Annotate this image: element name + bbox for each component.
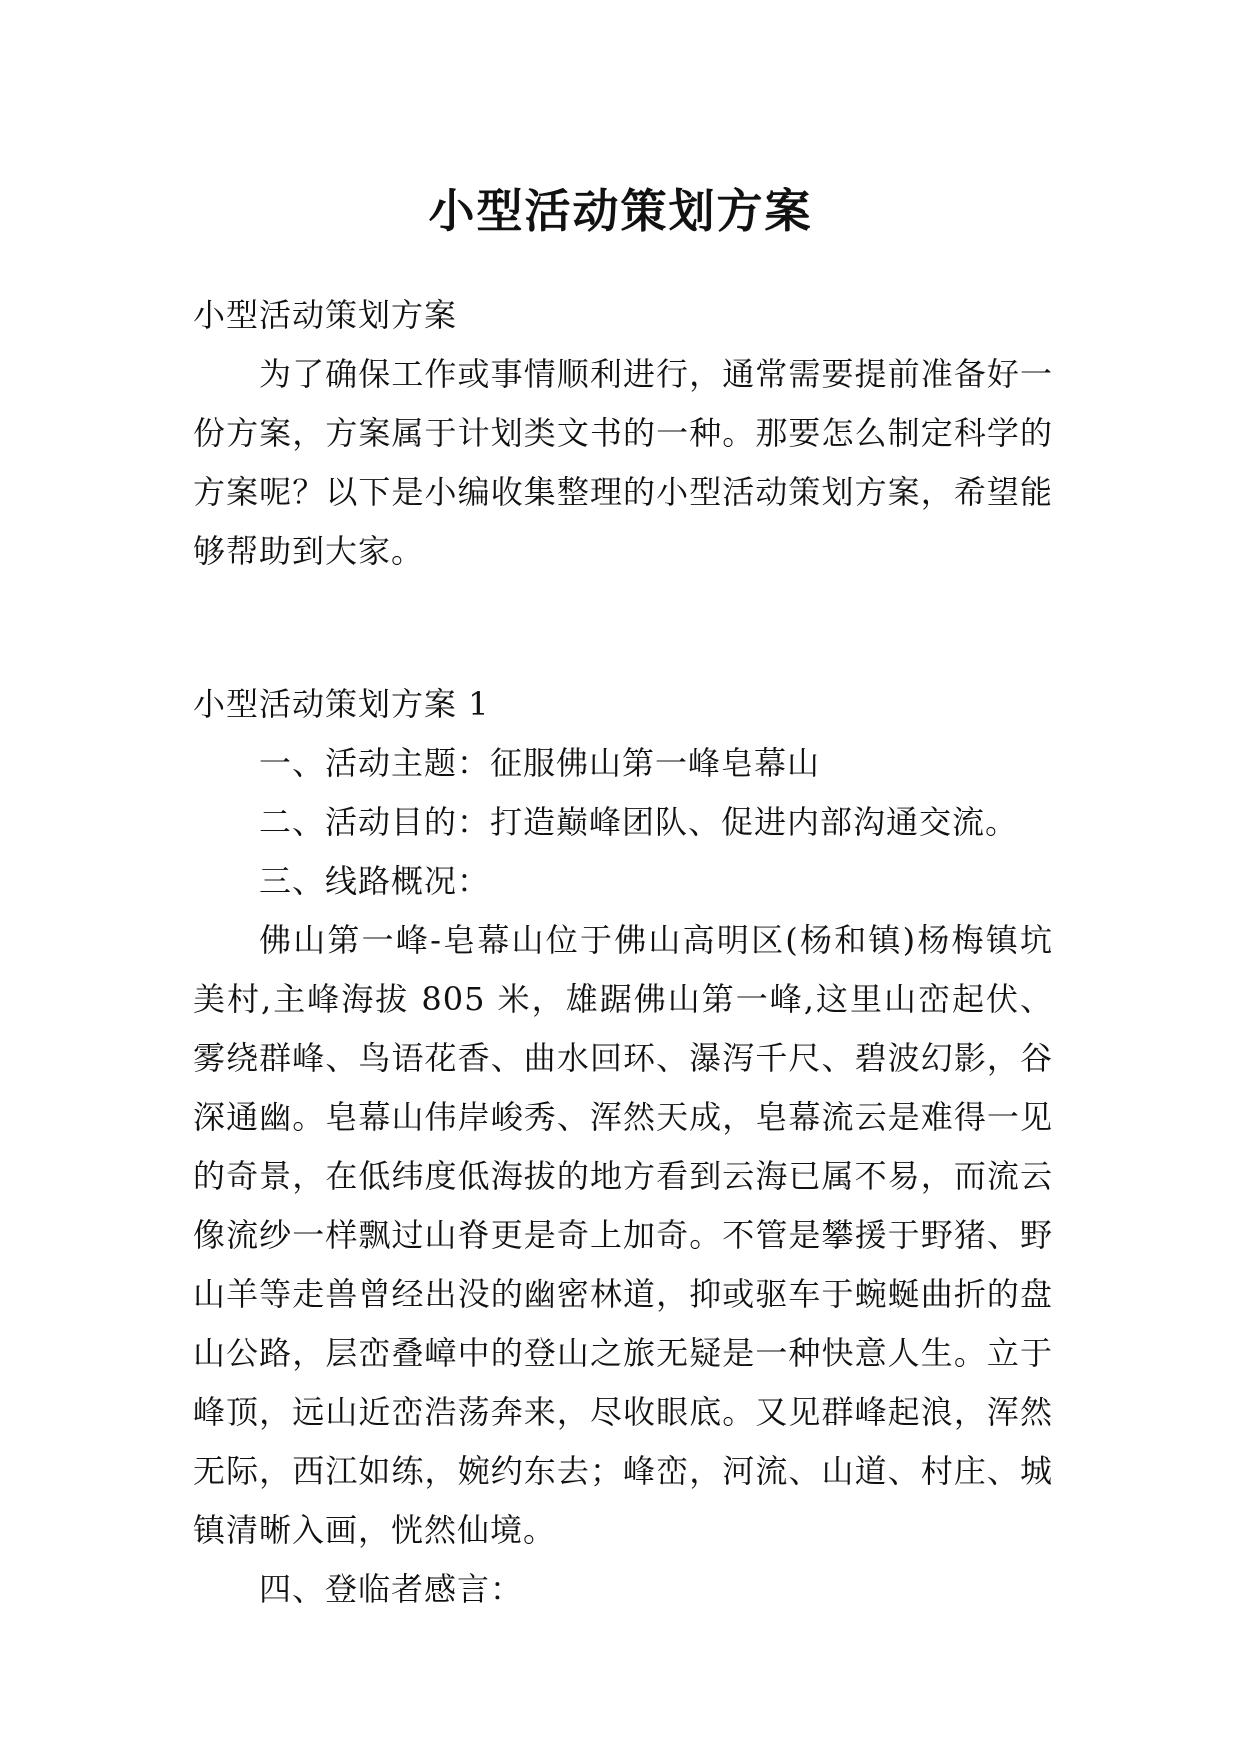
section-heading: 小型活动策划方案 1	[193, 685, 490, 723]
item-feelings: 四、登临者感言：	[259, 1570, 524, 1608]
document-title: 小型活动策划方案	[428, 183, 813, 238]
intro-paragraph: 为了确保工作或事情顺利进行，通常需要提前准备好一份方案，方案属于计划类文书的一种。那要怎么制定科学的方案呢？以下是小编收集整理的小型活动策划方案，希望能够帮助到大家。	[193, 355, 1053, 570]
route-description: 佛山第一峰-皂幕山位于佛山高明区(杨和镇)杨梅镇坑美村,主峰海拔 805 米，雄踞佛山第一峰,这里山峦起伏、雾绕群峰、鸟语花香、曲水回环、瀑泻千尺、碧波幻影，谷深通幽。皂幕山伟岸峻秀、浑然天成，皂幕流云是难得一见的奇景，在低纬度低海拔的地方看到云海已属不易，而流云像流纱一样飘过山脊更是奇上加奇。不管是攀援于野猪、野山羊等走兽曾经出没的幽密林道，抑或驱车于蜿蜒曲折的盘山公路，层峦叠嶂中的登山之旅无疑是一种快意人生。立于峰顶，远山近峦浩荡奔来，尽收眼底。又见群峰起浪，浑然无际，西江如练，婉约东去；峰峦，河流、山道、村庄、城镇清晰入画，恍然仙境。	[193, 921, 1053, 1549]
section-spacer	[193, 581, 1053, 675]
item-route: 三、线路概况：	[259, 862, 491, 900]
subtitle: 小型活动策划方案	[193, 296, 458, 334]
document-body	[193, 286, 1053, 1619]
item-purpose: 二、活动目的：打造巅峰团队、促进内部沟通交流。	[259, 803, 1019, 841]
item-theme: 一、活动主题：征服佛山第一峰皂幕山	[259, 744, 821, 782]
